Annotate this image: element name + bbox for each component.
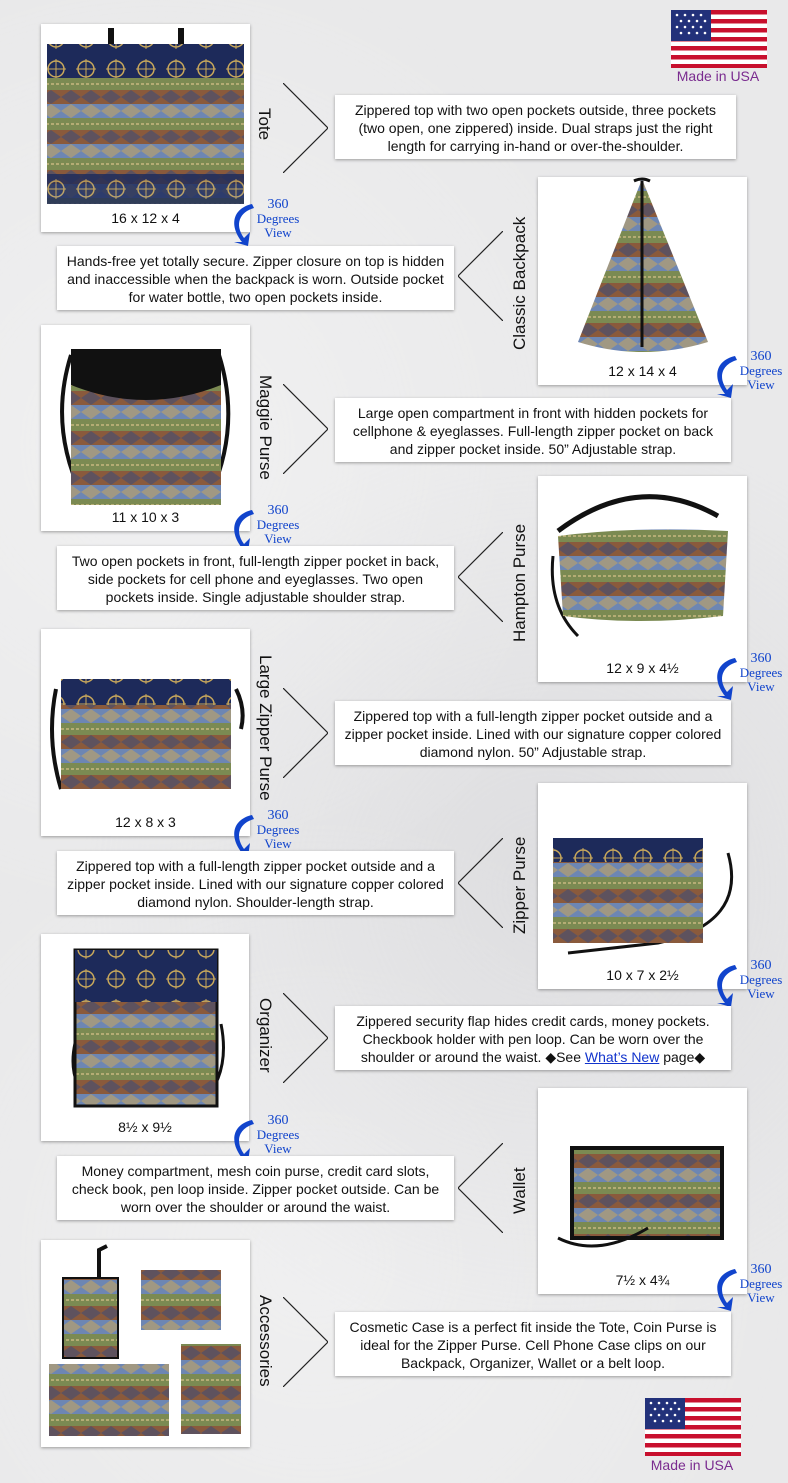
zipper-purse-label: Zipper Purse <box>510 836 529 934</box>
tote-360-view-button[interactable]: 360 Degrees View <box>220 196 306 248</box>
maggie-purse-label: Maggie Purse <box>256 375 275 480</box>
wallet-dimensions: 7½ x 4¾ <box>615 1272 670 1288</box>
large-zipper-purse-dimensions: 12 x 8 x 3 <box>115 814 176 830</box>
see-prefix: ◆See <box>545 1049 585 1065</box>
accessories-description: Cosmetic Case is a perfect fit inside the Tote, Coin Purse is ideal for the Zipper Purse. Cell Phone Case clips on our Backpack, Organizer, Wallet or a belt loop. <box>335 1312 731 1376</box>
accessories-label: Accessories <box>256 1295 275 1387</box>
made-in-usa-label: Made in USA <box>676 68 760 84</box>
whats-new-link[interactable]: What’s New <box>584 1049 660 1065</box>
maggie-purse-dimensions: 11 x 10 x 3 <box>111 509 180 525</box>
backpack-360-view-button[interactable]: 360 Degrees View <box>703 348 788 400</box>
backpack-dimensions: 12 x 14 x 4 <box>608 363 677 379</box>
chevron-right-icon <box>283 384 328 474</box>
chevron-left-icon <box>458 838 503 928</box>
large-zipper-purse-description: Zippered top with a full-length zipper pocket outside and a zipper pocket inside. Lined with our signature copper colored diamond nylon. 50” Adjustable strap. <box>335 701 731 765</box>
tote-image-card[interactable] <box>41 24 250 232</box>
organizer-description <box>335 1006 731 1070</box>
hampton-purse-description: Two open pockets in front, full-length zipper pocket in back, side pockets for cell phone and eyeglasses. Two open pockets inside. Single adjustable shoulder strap. <box>57 546 454 610</box>
hampton-purse-label: Hampton Purse <box>510 523 529 642</box>
wallet-label: Wallet <box>510 1167 529 1214</box>
chevron-right-icon <box>283 688 328 778</box>
zipper-purse-360-view-button[interactable]: 360 Degrees View <box>703 957 788 1009</box>
organizer-dimensions: 8½ x 9½ <box>118 1119 172 1135</box>
usa-flag-icon <box>645 1398 741 1456</box>
wallet-description: Money compartment, mesh coin purse, credit card slots, check book, pen loop inside. Zipper pocket outside. Can be worn over the shoulder or around the waist. <box>57 1156 454 1220</box>
tote-bag-image <box>41 24 250 232</box>
organizer-description-text: Zippered security flap hides credit cards, money pockets. Checkbook holder with pen loop. Can be worn over the shoulder or around the waist. <box>356 1013 710 1065</box>
backpack-label: Classic Backpack <box>510 216 529 350</box>
tote-description: Zippered top with two open pockets outside, three pockets (two open, one zippered) inside. Dual straps just the right length for carrying in-hand or over-the-shoulder. <box>335 95 736 159</box>
zipper-purse-description: Zippered top with a full-length zipper pocket outside and a zipper pocket inside. Lined with our signature copper colored diamond nylon. Shoulder-length strap. <box>57 851 454 915</box>
large-zipper-purse-360-view-button[interactable]: 360 Degrees View <box>220 807 306 859</box>
organizer-image <box>41 934 249 1141</box>
wallet-360-view-button[interactable]: 360 Degrees View <box>703 1261 788 1313</box>
maggie-purse-360-view-button[interactable]: 360 Degrees View <box>220 502 306 554</box>
organizer-360-view-button[interactable]: 360 Degrees View <box>220 1112 306 1164</box>
tote-dimensions: 16 x 12 x 4 <box>111 210 180 226</box>
zipper-purse-dimensions: 10 x 7 x 2½ <box>606 967 679 983</box>
maggie-purse-image-card[interactable] <box>41 325 250 531</box>
organizer-image-card[interactable] <box>41 934 249 1141</box>
see-suffix: page◆ <box>659 1049 706 1065</box>
made-in-usa-label: Made in USA <box>650 1457 734 1473</box>
maggie-purse-image <box>41 325 250 531</box>
maggie-purse-description: Large open compartment in front with hidden pockets for cellphone & eyeglasses. Full-length zipper pocket on back and zipper pocket inside. 50” Adjustable strap. <box>335 398 731 462</box>
hampton-purse-dimensions: 12 x 9 x 4½ <box>606 660 679 676</box>
usa-flag-icon <box>671 10 767 68</box>
chevron-right-icon <box>283 993 328 1083</box>
accessories-image-card[interactable] <box>41 1240 250 1447</box>
organizer-label: Organizer <box>256 998 275 1073</box>
large-zipper-purse-label: Large Zipper Purse <box>256 655 275 801</box>
backpack-description: Hands-free yet totally secure. Zipper closure on top is hidden and inaccessible when the backpack is worn. Outside pocket for water bottle, two open pockets inside. <box>57 246 454 310</box>
chevron-left-icon <box>458 532 503 622</box>
chevron-left-icon <box>458 231 503 321</box>
tote-label: Tote <box>255 108 274 141</box>
chevron-right-icon <box>283 83 328 173</box>
hampton-purse-360-view-button[interactable]: 360 Degrees View <box>703 650 788 702</box>
chevron-right-icon <box>283 1297 328 1387</box>
chevron-left-icon <box>458 1143 503 1233</box>
large-zipper-purse-image-card[interactable] <box>41 629 250 836</box>
accessories-image <box>41 1240 250 1447</box>
large-zipper-purse-image <box>41 629 250 836</box>
